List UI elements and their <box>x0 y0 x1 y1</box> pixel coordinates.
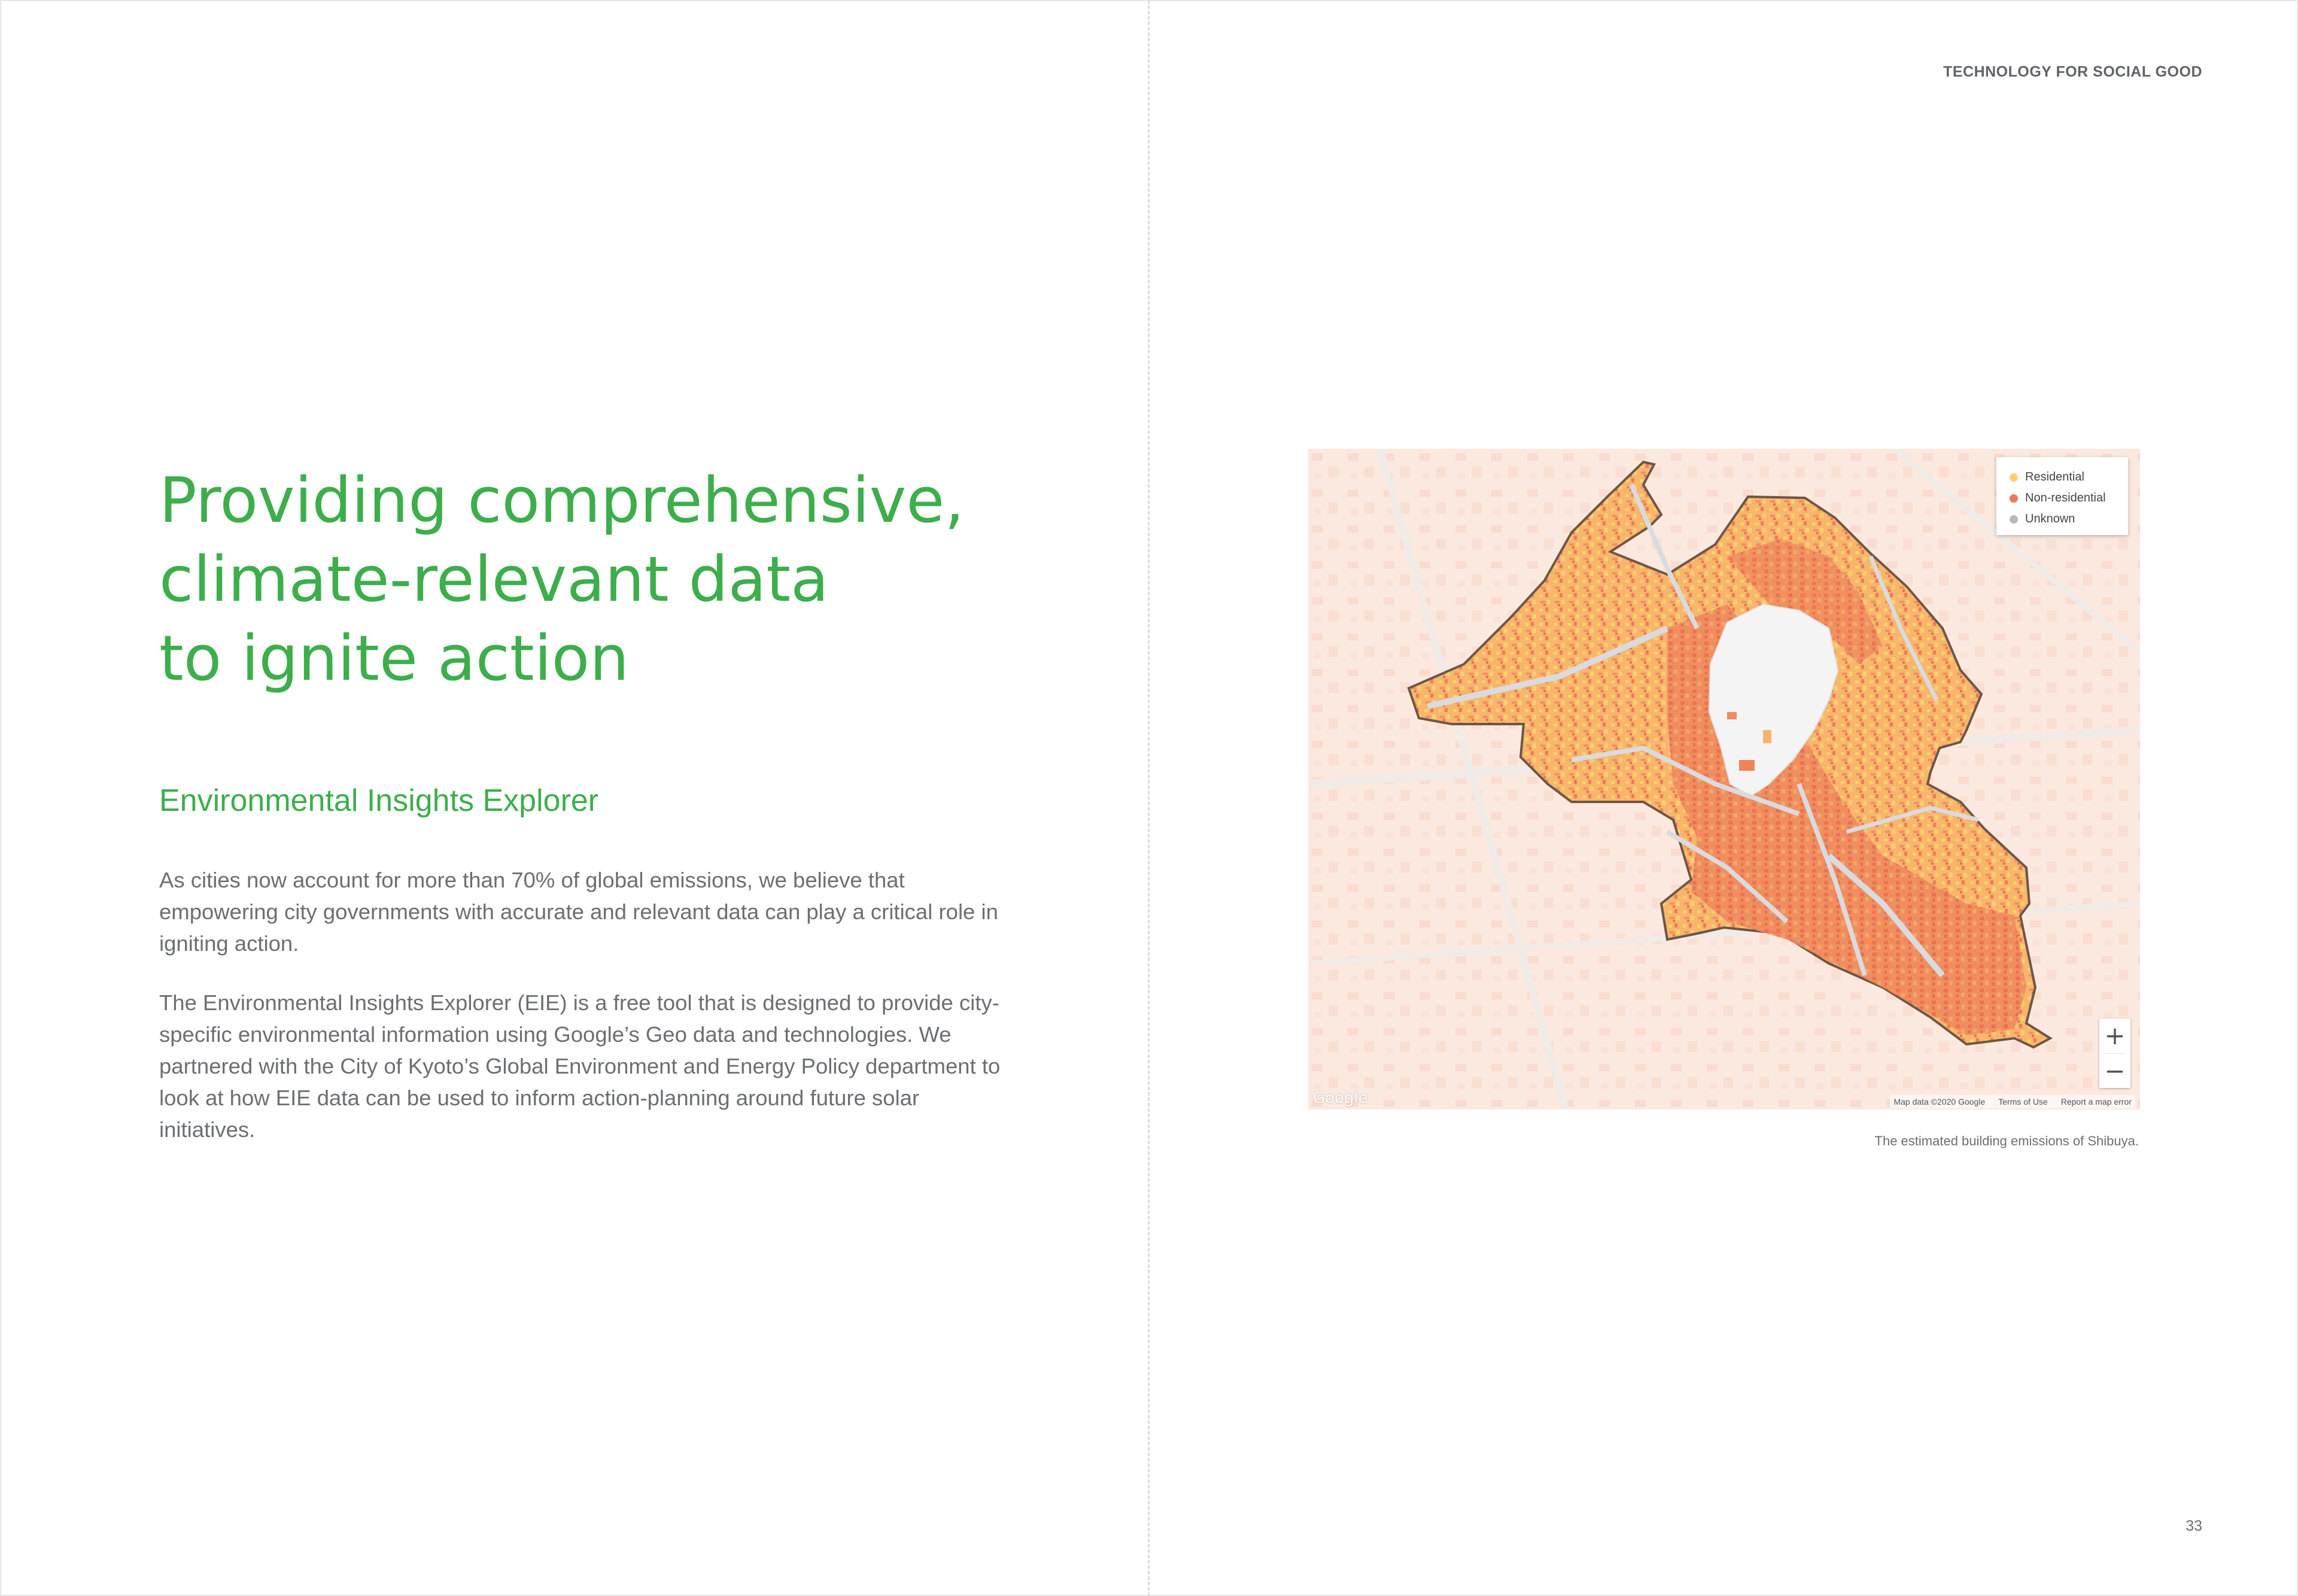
report-map-error-link[interactable]: Report a map error <box>2060 1097 2132 1106</box>
park-building <box>1739 760 1755 771</box>
zoom-in-button[interactable]: + <box>2104 1021 2126 1050</box>
park-building <box>1763 730 1771 743</box>
google-logo: Google <box>1313 1089 1368 1107</box>
page-spine-divider <box>1148 0 1150 1596</box>
map-data-credit: Map data ©2020 Google <box>1893 1097 1986 1106</box>
section-subhead: Environmental Insights Explorer <box>159 783 599 818</box>
map-caption: The estimated building emissions of Shibuya. <box>1874 1133 2139 1148</box>
page-number: 33 <box>2185 1518 2202 1534</box>
body-paragraph-2: The Environmental Insights Explorer (EIE) is a free tool that is designed to provide city-specific environmental information using Google’s Geo data and technologies. We partnered with the City of Kyoto’s Global Environment and Energy Policy department to look at how EIE data can be used to inform action-planning around future solar initiatives. <box>159 990 1001 1142</box>
page-headline <box>159 461 997 698</box>
legend-label: Non-residential <box>2025 491 2106 504</box>
section-header: TECHNOLOGY FOR SOCIAL GOOD <box>1943 63 2202 80</box>
legend-swatch-residential <box>2010 473 2018 482</box>
legend-label: Unknown <box>2025 512 2075 525</box>
headline-line-2: climate-relevant data <box>159 543 829 616</box>
headline-line-1: Providing comprehensive, <box>159 464 965 537</box>
legend-swatch-non-residential <box>2010 494 2018 503</box>
map-legend <box>1996 457 2128 535</box>
legend-swatch-unknown <box>2010 515 2018 524</box>
legend-item-non-residential <box>2010 488 2128 509</box>
legend-item-residential <box>2010 467 2128 488</box>
legend-item-unknown <box>2010 509 2128 530</box>
terms-of-use-link[interactable]: Terms of Use <box>1998 1097 2048 1106</box>
zoom-control <box>2099 1019 2130 1088</box>
body-text <box>159 864 1009 1173</box>
body-paragraph-1: As cities now account for more than 70% of global emissions, we believe that empowering city governments with accurate and relevant data can play a critical role in igniting action. <box>159 868 998 956</box>
emissions-map[interactable] <box>1308 449 2140 1109</box>
zoom-out-button[interactable]: − <box>2104 1056 2126 1086</box>
headline-line-3: to ignite action <box>159 622 630 695</box>
map-attribution <box>1890 1095 2135 1108</box>
legend-label: Residential <box>2025 470 2084 484</box>
park-building <box>1727 712 1737 719</box>
map-canvas[interactable] <box>1308 449 2140 1109</box>
